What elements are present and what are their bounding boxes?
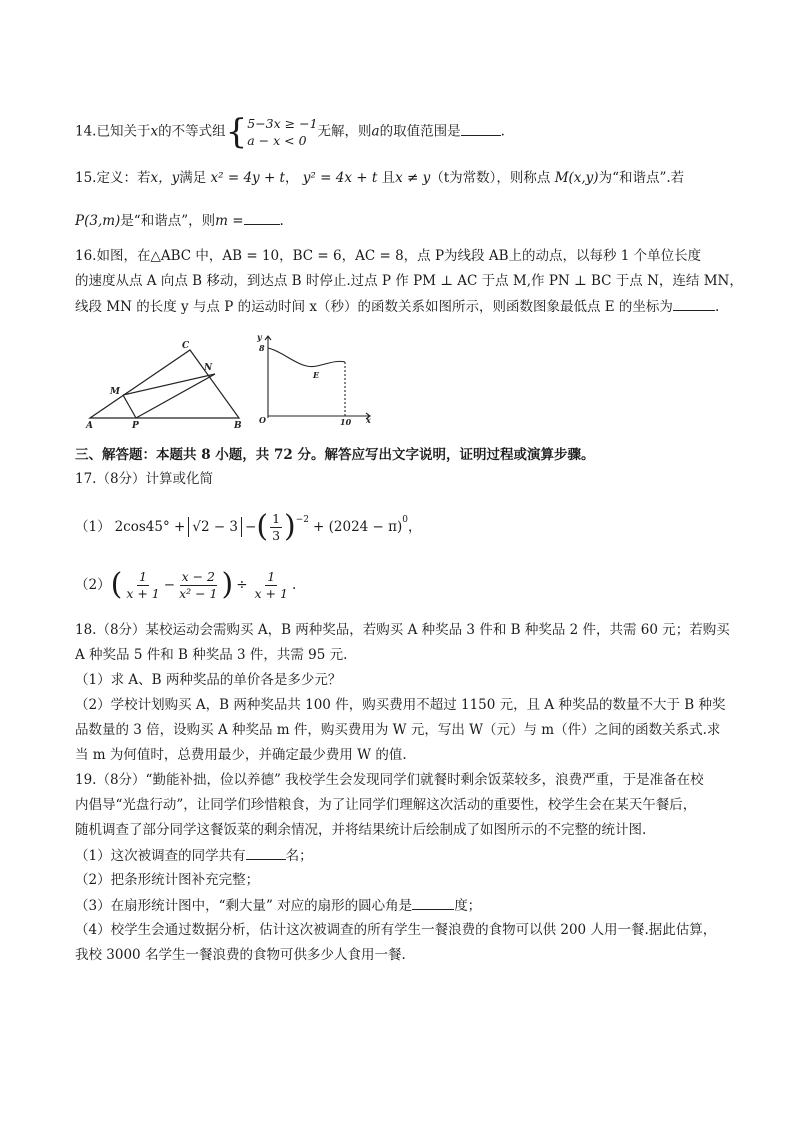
label-m: M: [110, 387, 120, 397]
label-p: P: [132, 421, 139, 430]
fraction: $\frac{x - 2}{\text{x² − 1}}$: [179, 568, 218, 601]
label-y: y: [257, 332, 262, 342]
fraction: $\frac{1}{x + 1}$: [126, 568, 160, 601]
question-16-line3: 线段 MN 的长度 y 与点 P 的运动时间 x（秒）的函数关系如图所示，则函数图象最低点 E 的坐标为 .: [75, 296, 719, 317]
question-18-line2: A 种奖品 5 件和 B 种奖品 3 件，共需 95 元.: [75, 647, 348, 663]
question-19-line5: （2）把条形统计图补充完整；: [75, 872, 260, 888]
label-a: A: [86, 421, 93, 430]
segment-pn: [136, 374, 215, 418]
question-15-line1: 15.定义：若x，y满足 x² = 4y + t， y² = 4x + t 且x ≠ y（t为常数），则称点 M(x,y)为“和谐点”.若: [75, 170, 685, 186]
fraction: $\frac{1}{x + 1}$: [254, 568, 288, 601]
label-o: O: [259, 415, 266, 425]
answer-blank[interactable]: [673, 296, 715, 311]
fraction: $\frac{1}{3}$: [272, 510, 281, 543]
answer-blank[interactable]: [246, 845, 286, 860]
question-18-line5: 品数量的 3 倍，设购买 A 种奖品 m 件，购买费用为 W 元，写出 W（元）与 m（件）之间的函数关系式.求: [75, 722, 721, 738]
inequality-system: 5−3x ≥ −1 a − x < 0: [247, 116, 318, 148]
function-graph-figure: [255, 330, 375, 428]
section-3-heading: 三、解答题：本题共 8 小题，共 72 分。解答应写出文字说明，证明过程或演算步骤。: [75, 447, 595, 463]
label-c: C: [182, 341, 190, 351]
question-17-heading: 17.（8分）计算或化简: [75, 471, 214, 487]
question-18-line1: 18.（8分）某校运动会需购买 A，B 两种奖品，若购买 A 种奖品 3 件和 B 种奖品 2 件，共需 60 元；若购买: [75, 622, 730, 638]
question-14: 14.已知关于x的不等式组{ 5−3x ≥ −1 a − x < 0 无解，则a的取值范围是 .: [75, 112, 505, 152]
question-17-part2: （2） ( $\frac{1}{x + 1}$ − $\frac{x - 2}{\text{x² − 1}}$ ) ÷ $\frac{1}{x + 1}$ .: [75, 567, 297, 602]
brace: {: [225, 112, 248, 152]
question-18-line4: （2）学校计划购买 A，B 两种奖品共 100 件，购买费用不超过 1150 元，且 A 种奖品的数量不大于 B 种奖: [75, 697, 726, 713]
question-16-line1: 16.如图，在△ABC 中，AB = 10，BC = 6，AC = 8，点 P为线段 AB上的动点，以每秒 1 个单位长度: [75, 248, 702, 264]
answer-blank[interactable]: [412, 895, 454, 910]
question-15-line2: P(3,m)是“和谐点”，则m = .: [75, 210, 284, 231]
triangle-abc: [90, 350, 239, 418]
answer-blank[interactable]: [461, 121, 501, 136]
question-17-part1: （1） 2cos45° + √2 − 3 − ( $\frac{1}{3}$ ) $^{-2}$ + (2024 − π) $^0$ ，: [75, 509, 422, 544]
curve: [268, 348, 345, 367]
question-19-line8: 我校 3000 名学生一餐浪费的食物可供多少人食用一餐.: [75, 947, 406, 963]
label-b: B: [234, 421, 242, 430]
label-e: E: [313, 370, 320, 380]
question-18-line6: 当 m 为何值时，总费用最少，并确定最少费用 W 的值.: [75, 747, 407, 763]
label-x: x: [366, 415, 371, 425]
question-16-line2: 的速度从点 A 向点 B 移动，到达点 B 时停止.过点 P 作 PM ⊥ AC 于点 M,作 PN ⊥ BC 于点 N，连结 MN，: [75, 273, 743, 289]
question-19-line7: （4）校学生会通过数据分析，估计这次被调查的所有学生一餐浪费的食物可以供 200 人用一餐.据此估算，: [75, 922, 717, 938]
segment-mn: [123, 374, 215, 395]
question-19-line4: （1）这次被调查的同学共有 名；: [75, 845, 313, 866]
question-19-line3: 随机调查了部分同学这餐饭菜的剩余情况，并将结果统计后绘制成了如图所示的不完整的统计图.: [75, 822, 647, 838]
question-19-line6: （3）在扇形统计图中，“剩大量” 对应的扇形的圆心角是 度；: [75, 895, 481, 916]
triangle-figure: [82, 338, 252, 430]
label-n: N: [204, 363, 213, 373]
question-18-line3: （1）求 A、B 两种奖品的单价各是多少元？: [75, 672, 342, 688]
label-10: 10: [340, 417, 352, 427]
label-8: 8: [259, 343, 265, 353]
segment-pm: [123, 395, 136, 418]
abs-value: √2 − 3: [188, 517, 242, 537]
question-19-line1: 19.（8分）“勤能补拙，俭以养德” 我校学生会发现同学们就餐时剩余饭菜较多，浪费严重，于是准备在校: [75, 772, 704, 788]
answer-blank[interactable]: [244, 210, 280, 225]
question-19-line2: 内倡导“光盘行动”，让同学们珍惜粮食，为了让同学们理解这次活动的重要性，校学生会在某天午餐后，: [75, 797, 697, 813]
